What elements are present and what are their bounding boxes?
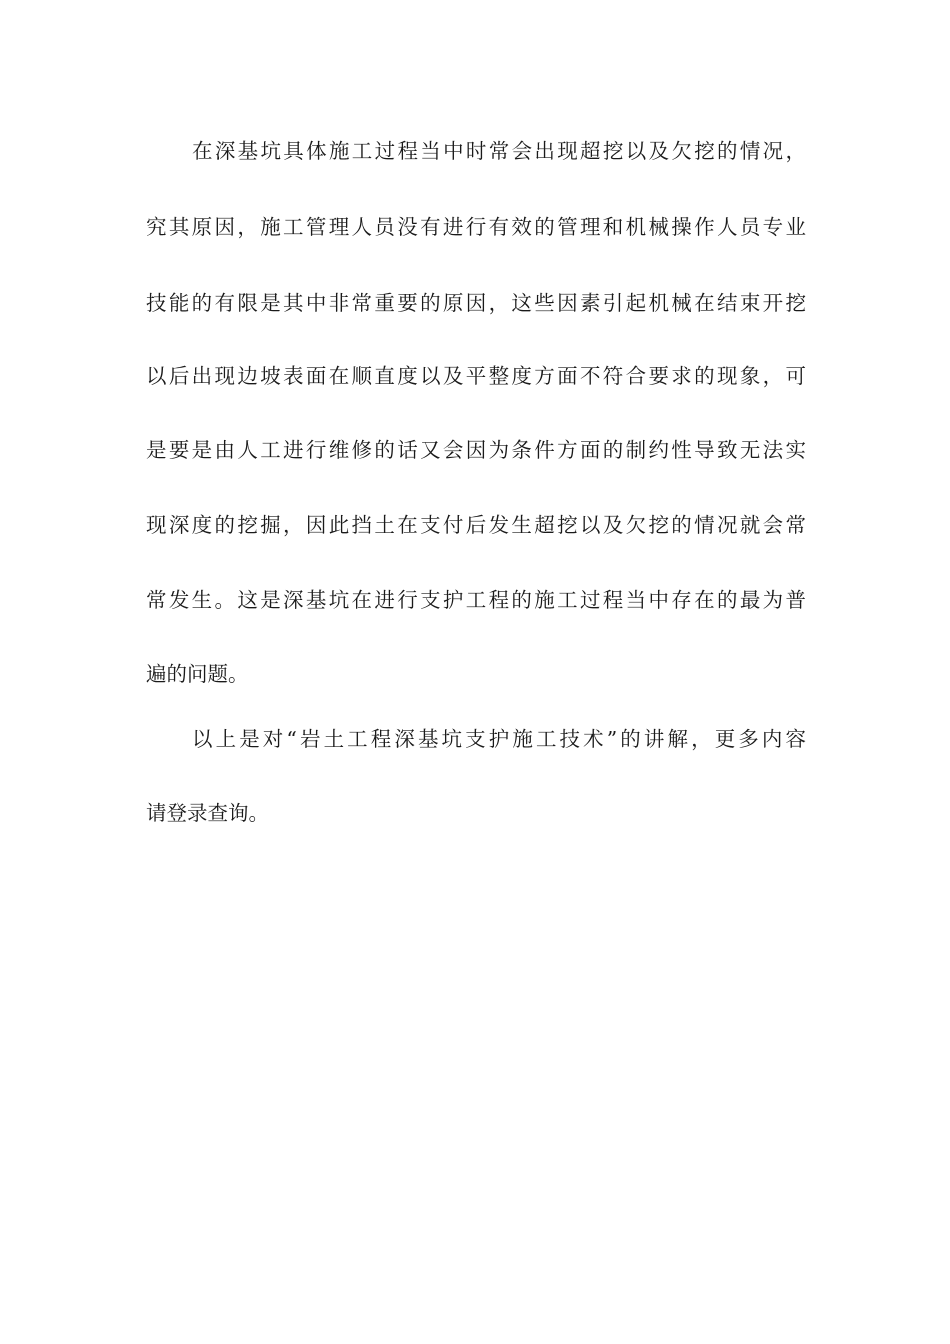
paragraph-line: 技能的有限是其中非常重要的原因，这些因素引起机械在结束开挖: [146, 291, 806, 315]
paragraph-line: 现深度的挖掘，因此挡土在支付后发生超挖以及欠挖的情况就会常: [146, 513, 806, 537]
paragraph-line: 遍的问题。: [146, 662, 249, 686]
paragraph-line: 在深基坑具体施工过程当中时常会出现超挖以及欠挖的情况，: [192, 139, 806, 163]
paragraph-line: 以上是对“岩土工程深基坑支护施工技术”的讲解，更多内容: [192, 727, 806, 751]
paragraph-line: 究其原因，施工管理人员没有进行有效的管理和机械操作人员专业: [146, 215, 806, 239]
paragraph-line: 请登录查询。: [146, 801, 269, 825]
paragraph-line: 常发生。这是深基坑在进行支护工程的施工过程当中存在的最为普: [146, 588, 806, 612]
paragraph-line: 以后出现边坡表面在顺直度以及平整度方面不符合要求的现象，可: [146, 364, 806, 388]
paragraph-line: 是要是由人工进行维修的话又会因为条件方面的制约性导致无法实: [146, 438, 806, 462]
